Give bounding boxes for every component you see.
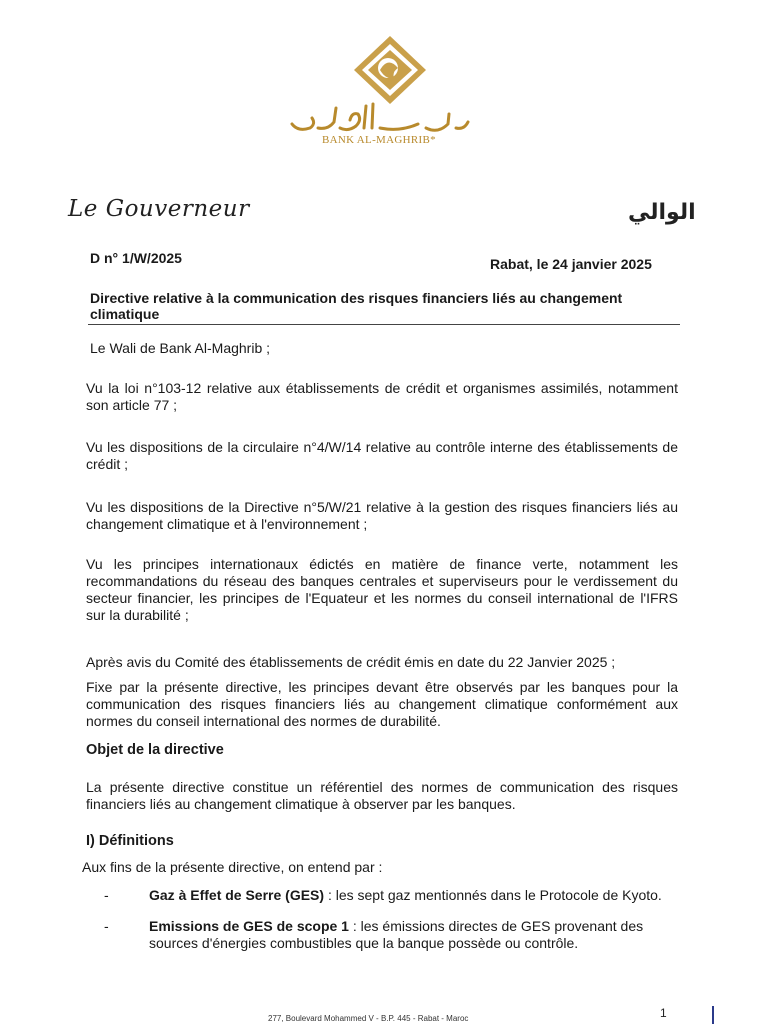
logo-caption: BANK AL-MAGHRIB* [322, 134, 436, 146]
list-item [104, 918, 689, 952]
governor-title-arabic: الوالي [628, 200, 696, 225]
governor-title-french: Le Gouverneur [68, 196, 250, 222]
logo-emblem [354, 36, 426, 104]
avis-paragraph: Après avis du Comité des établissements de crédit émis en date du 22 Janvier 2025 ; [86, 654, 616, 670]
objet-paragraph: La présente directive constitue un référentiel des normes de communication des risques financiers liés au changement climatique à observer par les banques. [86, 779, 678, 812]
intro-paragraph: Le Wali de Bank Al-Maghrib ; [90, 340, 271, 356]
page-number: 1 [660, 1006, 667, 1020]
directive-title: Directive relative à la communication des risques financiers liés au changement climatique [90, 290, 623, 322]
footer-address: 277, Boulevard Mohammed V - B.P. 445 - Rabat - Maroc [268, 1014, 469, 1023]
bullet-dash: - [104, 918, 109, 934]
fixe-paragraph: Fixe par la présente directive, les principes devant être observés par les banques pour la communication des risques financiers liés au changement climatique conformément aux normes du conseil international des normes de durabilité. [86, 679, 678, 729]
definitions-list [104, 887, 689, 966]
definition-text: : les sept gaz mentionnés dans le Protocole de Kyoto. [324, 887, 662, 903]
objet-heading: Objet de la directive [86, 742, 224, 758]
definition-text: : les émissions directes de GES provenant des sources d'énergies combustibles que la banque possède ou contrôle. [149, 918, 644, 951]
definitions-heading: I) Définitions [86, 833, 174, 849]
vu-paragraph-4: Vu les principes internationaux édictés en matière de finance verte, notamment les recommandations du réseau des banques centrales et superviseurs pour le verdissement du secteur financier, les principes de l'Equateur et les normes du conseil international de l'IFRS sur la durabilité ; [86, 556, 678, 623]
directive-reference: D n° 1/W/2025 [90, 250, 182, 266]
list-item [104, 887, 689, 904]
title-underline [88, 324, 680, 325]
vu-paragraph-1: Vu la loi n°103-12 relative aux établissements de crédit et organismes assimilés, notamment son article 77 ; [86, 380, 678, 413]
page-edge-mark [712, 1006, 714, 1024]
vu-paragraph-3: Vu les dispositions de la Directive n°5/W/21 relative à la gestion des risques financiers liés au changement climatique et à l'environnement ; [86, 499, 678, 532]
bullet-dash: - [104, 887, 109, 903]
definitions-intro: Aux fins de la présente directive, on entend par : [82, 859, 383, 875]
place-date: Rabat, le 24 janvier 2025 [490, 256, 652, 272]
definition-term: Emissions de GES de scope 1 [149, 918, 349, 934]
vu-paragraph-2: Vu les dispositions de la circulaire n°4/W/14 relative au contrôle interne des établissements de crédit ; [86, 439, 678, 472]
logo-arabic-calligraphy [292, 104, 468, 130]
definition-term: Gaz à Effet de Serre (GES) [149, 887, 325, 903]
